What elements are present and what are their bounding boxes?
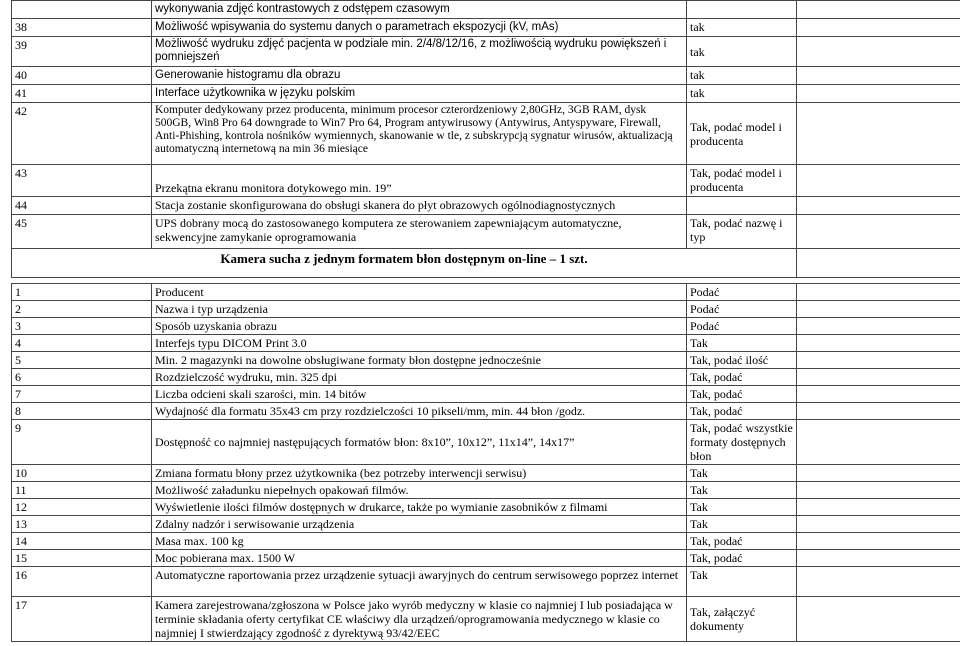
table-row — [12, 352, 960, 369]
row-number: 6 — [12, 369, 152, 386]
row-requirement: Podać — [687, 301, 797, 318]
table-row — [12, 19, 960, 37]
row-offer-cell — [797, 386, 960, 403]
row-requirement: Tak, podać ilość — [687, 352, 797, 369]
table-row — [12, 516, 960, 533]
row-description: Liczba odcieni skali szarości, min. 14 bitów — [152, 386, 687, 403]
row-description: Wydajność dla formatu 35x43 cm przy rozdzielczości 10 pikseli/mm, min. 44 błon /godz. — [152, 403, 687, 420]
row-requirement: Tak, załączyć dokumenty — [687, 597, 797, 642]
table-row — [12, 85, 960, 103]
row-offer-cell — [797, 37, 960, 67]
row-description: Sposób uzyskania obrazu — [152, 318, 687, 335]
row-requirement: Tak, podać — [687, 403, 797, 420]
row-number: 16 — [12, 567, 152, 597]
table-row — [12, 318, 960, 335]
row-number: 14 — [12, 533, 152, 550]
row-offer-cell — [797, 1, 960, 19]
table-row — [12, 386, 960, 403]
table-row — [12, 215, 960, 249]
row-number: 41 — [12, 85, 152, 103]
row-description: Zdalny nadzór i serwisowanie urządzenia — [152, 516, 687, 533]
row-number: 5 — [12, 352, 152, 369]
row-description: Moc pobierana max. 1500 W — [152, 550, 687, 567]
row-description: Interfejs typu DICOM Print 3.0 — [152, 335, 687, 352]
row-offer-cell — [797, 249, 960, 278]
row-requirement: Tak, podać model i producenta — [687, 165, 797, 197]
table-row — [12, 1, 960, 19]
row-description: Nazwa i typ urządzenia — [152, 301, 687, 318]
row-requirement — [687, 1, 797, 19]
row-offer-cell — [797, 215, 960, 249]
table-row — [12, 482, 960, 499]
row-number: 40 — [12, 67, 152, 85]
row-offer-cell — [797, 403, 960, 420]
row-offer-cell — [797, 19, 960, 37]
row-requirement: tak — [687, 85, 797, 103]
row-description: UPS dobrany mocą do zastosowanego komputera ze sterowaniem zapewniającym automatyczne, sekwencyjne zamykanie oprogramowania — [152, 215, 687, 249]
table-row — [12, 284, 960, 301]
row-number: 8 — [12, 403, 152, 420]
row-description: Dostępność co najmniej następujących formatów błon: 8x10”, 10x12”, 11x14”, 14x17” — [152, 420, 687, 465]
row-number: 1 — [12, 284, 152, 301]
row-description: Możliwość wydruku zdjęć pacjenta w podziale min. 2/4/8/12/16, z możliwością wydruku powiększeń i pomniejszeń — [152, 37, 687, 67]
row-requirement: tak — [687, 37, 797, 67]
row-description: Zmiana formatu błony przez użytkownika (bez potrzeby interwencji serwisu) — [152, 465, 687, 482]
row-requirement: Tak, podać wszystkie formaty dostępnych błon — [687, 420, 797, 465]
row-requirement: Tak — [687, 482, 797, 499]
row-description: Kamera zarejestrowana/zgłoszona w Polsce jako wyrób medyczny w klasie co najmniej I lub posiadająca w terminie składania oferty certyfikat CE właściwy dla urządzeń/oprogramowania medycznego w klasie co najmniej I stwierdzający zgodność z dyrektywą 93/42/EEC — [152, 597, 687, 642]
row-offer-cell — [797, 499, 960, 516]
row-offer-cell — [797, 369, 960, 386]
table-row — [12, 403, 960, 420]
table-row — [12, 165, 960, 197]
table-row — [12, 301, 960, 318]
table-row — [12, 533, 960, 550]
row-number: 42 — [12, 103, 152, 165]
row-offer-cell — [797, 284, 960, 301]
table-row — [12, 420, 960, 465]
row-offer-cell — [797, 352, 960, 369]
row-number: 10 — [12, 465, 152, 482]
row-number: 44 — [12, 197, 152, 215]
section-heading: Kamera sucha z jednym formatem błon dostępnym on-line – 1 szt. — [12, 249, 797, 278]
row-requirement — [687, 197, 797, 215]
row-number: 13 — [12, 516, 152, 533]
row-requirement: Tak, podać — [687, 369, 797, 386]
row-offer-cell — [797, 301, 960, 318]
row-description: wykonywania zdjęć kontrastowych z odstępem czasowym — [152, 1, 687, 19]
row-requirement: tak — [687, 67, 797, 85]
table-row — [12, 197, 960, 215]
row-requirement: Tak, podać — [687, 550, 797, 567]
row-description: Producent — [152, 284, 687, 301]
row-offer-cell — [797, 335, 960, 352]
row-requirement: Tak — [687, 567, 797, 597]
row-number: 12 — [12, 499, 152, 516]
row-description: Stacja zostanie skonfigurowana do obsługi skanera do płyt obrazowych ogólnodiagnostycznych — [152, 197, 687, 215]
row-description: Generowanie histogramu dla obrazu — [152, 67, 687, 85]
row-description: Masa max. 100 kg — [152, 533, 687, 550]
row-number: 17 — [12, 597, 152, 642]
row-requirement: Podać — [687, 318, 797, 335]
row-description: Min. 2 magazynki na dowolne obsługiwane formaty błon dostępne jednocześnie — [152, 352, 687, 369]
row-number: 11 — [12, 482, 152, 499]
row-offer-cell — [797, 197, 960, 215]
table-row — [12, 597, 960, 642]
section-heading-row — [12, 249, 960, 278]
row-requirement: Tak — [687, 516, 797, 533]
row-requirement: Tak — [687, 335, 797, 352]
row-number: 4 — [12, 335, 152, 352]
table-row — [12, 567, 960, 597]
row-number: 2 — [12, 301, 152, 318]
spec-table-bottom — [11, 283, 960, 642]
row-offer-cell — [797, 318, 960, 335]
row-requirement: Tak, podać model i producenta — [687, 103, 797, 165]
row-description: Wyświetlenie ilości filmów dostępnych w drukarce, także po wymianie zasobników z filmami — [152, 499, 687, 516]
row-offer-cell — [797, 482, 960, 499]
row-offer-cell — [797, 516, 960, 533]
row-number: 7 — [12, 386, 152, 403]
row-description: Możliwość wpisywania do systemu danych o parametrach ekspozycji (kV, mAs) — [152, 19, 687, 37]
row-description: Przekątna ekranu monitora dotykowego min. 19” — [152, 165, 687, 197]
row-requirement: Tak, podać nazwę i typ — [687, 215, 797, 249]
row-description: Automatyczne raportowania przez urządzenie sytuacji awaryjnych do centrum serwisowego poprzez internet — [152, 567, 687, 597]
row-offer-cell — [797, 103, 960, 165]
row-offer-cell — [797, 85, 960, 103]
row-offer-cell — [797, 567, 960, 597]
row-number — [12, 1, 152, 19]
row-number: 45 — [12, 215, 152, 249]
row-offer-cell — [797, 533, 960, 550]
row-offer-cell — [797, 465, 960, 482]
table-row — [12, 335, 960, 352]
table-row — [12, 103, 960, 165]
row-requirement: tak — [687, 19, 797, 37]
row-number: 43 — [12, 165, 152, 197]
row-description: Interface użytkownika w języku polskim — [152, 85, 687, 103]
table-row — [12, 67, 960, 85]
row-offer-cell — [797, 550, 960, 567]
spec-table-top — [11, 0, 960, 278]
row-offer-cell — [797, 420, 960, 465]
table-row — [12, 37, 960, 67]
row-requirement: Tak, podać — [687, 386, 797, 403]
row-offer-cell — [797, 165, 960, 197]
row-description: Rozdzielczość wydruku, min. 325 dpi — [152, 369, 687, 386]
row-offer-cell — [797, 67, 960, 85]
row-number: 38 — [12, 19, 152, 37]
row-number: 3 — [12, 318, 152, 335]
table-row — [12, 550, 960, 567]
row-number: 15 — [12, 550, 152, 567]
row-description: Komputer dedykowany przez producenta, minimum procesor czterordzeniowy 2,80GHz, 3GB RAM, dysk 500GB, Win8 Pro 64 downgrade to Win7 Pro 64, Program antywirusowy (Antywirus, Antyspyware, Firewall, Anti-Phishing, kontrola nośników wymiennych, skanowanie w tle, z subskrypcją sygnatur wirusów, aktualizacją automatyczną internetową na min 36 miesiące — [152, 103, 687, 165]
row-requirement: Tak — [687, 499, 797, 516]
row-offer-cell — [797, 597, 960, 642]
row-requirement: Tak — [687, 465, 797, 482]
row-requirement: Tak, podać — [687, 533, 797, 550]
row-description: Możliwość załadunku niepełnych opakowań filmów. — [152, 482, 687, 499]
table-row — [12, 465, 960, 482]
row-requirement: Podać — [687, 284, 797, 301]
table-row — [12, 369, 960, 386]
table-row — [12, 499, 960, 516]
row-number: 39 — [12, 37, 152, 67]
row-number: 9 — [12, 420, 152, 465]
